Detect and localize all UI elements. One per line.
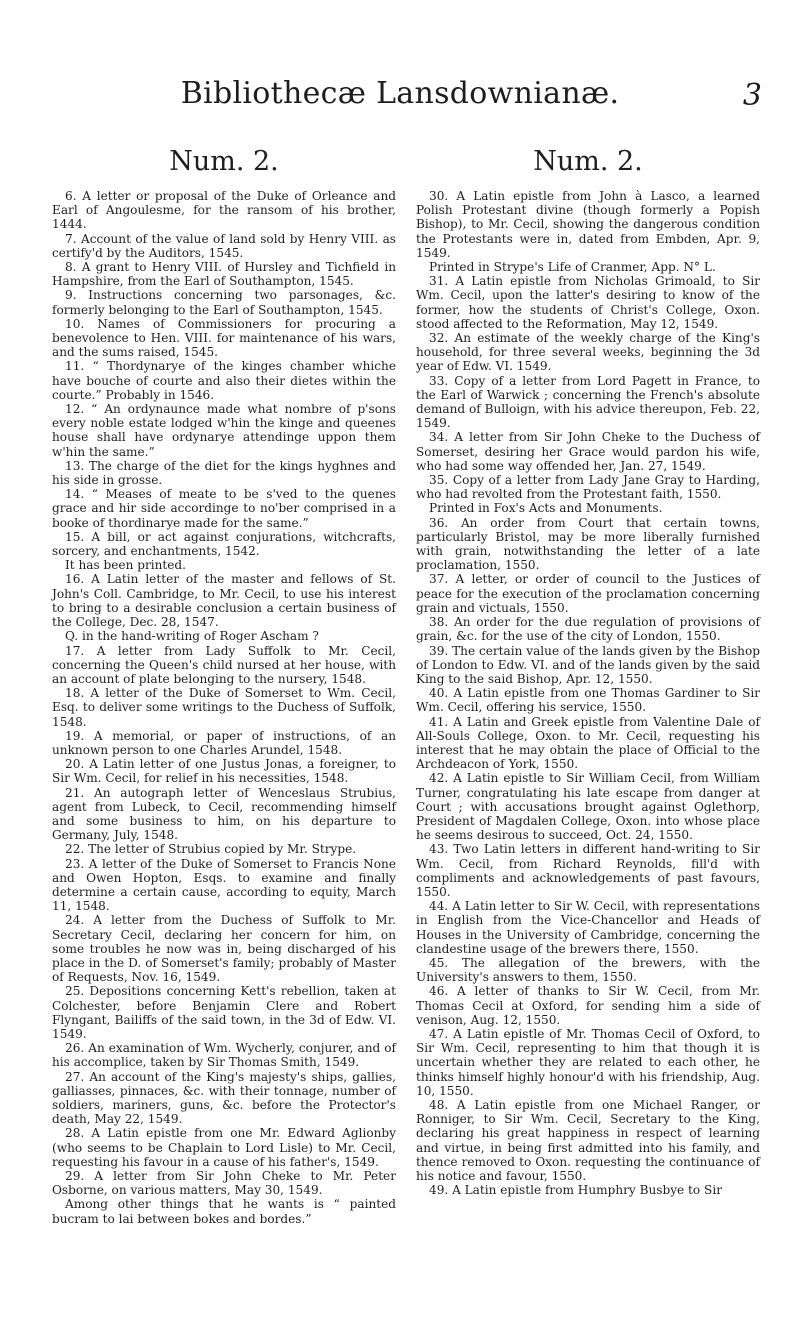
left-entry-list (52, 189, 396, 1226)
catalogue-entry: 31. A Latin epistle from Nicholas Grimoald, to Sir Wm. Cecil, upon the latter's desiring to know of the former, how the students of Christ's College, Oxon. stood affected to the Reformation, May 12, 1549. (416, 274, 760, 331)
catalogue-entry: 35. Copy of a letter from Lady Jane Gray to Harding, who had revolted from the Protestant faith, 1550. (416, 473, 760, 502)
catalogue-entry: 36. An order from Court that certain towns, particularly Bristol, may be more liberally furnished with grain, notwithstanding the letter of a late proclamation, 1550. (416, 515, 760, 573)
catalogue-entry: 13. The charge of the diet for the kings hyghnes and his side in grosse. (52, 458, 396, 488)
catalogue-entry: It has been printed. (65, 558, 187, 573)
left-column (52, 146, 396, 1226)
catalogue-entry: 27. An account of the King's majesty's ships, gallies, galliasses, pinnaces, &c. with their tonnage, number of soldiers, mariners, guns, &c. before the Protector's death, May 22, 1549. (52, 1069, 396, 1127)
catalogue-entry: 37. A letter, or order of council to the Justices of peace for the execution of the proclamation concerning grain and victuals, 1550. (416, 572, 760, 615)
catalogue-entry: 19. A memorial, or paper of instructions, of an unknown person to one Charles Arundel, 1548. (52, 728, 396, 757)
catalogue-entry: 23. A letter of the Duke of Somerset to Francis None and Owen Hopton, Esqs. to examine and finally determine a certain cause, according to equity, March 11, 1548. (52, 856, 396, 914)
catalogue-entry: 25. Depositions concerning Kett's rebellion, taken at Colchester, before Benjamin Clere and Robert Flyngant, Bailiffs of the said town, in the 3d of Edw. VI. 1549. (52, 984, 396, 1041)
catalogue-entry: 39. The certain value of the lands given by the Bishop of London to Edw. VI. and of the lands given by the said King to the said Bishop, Apr. 12, 1550. (416, 643, 760, 686)
catalogue-entry: 32. An estimate of the weekly charge of the King's household, for three several weeks, beginning the 3d year of Edw. VI. 1549. (416, 331, 760, 374)
catalogue-entry: 8. A grant to Henry VIII. of Hursley and Tichfield in Hampshire, from the Earl of Southampton, 1545. (52, 260, 396, 289)
catalogue-entry: Q. in the hand-writing of Roger Ascham ? (65, 629, 319, 644)
catalogue-entry: 42. A Latin epistle to Sir William Cecil, from William Turner, congratulating his late escape from danger at Court ; with accusations brought against Oglethorp, President of Magdalen College, Oxon. into whose place he seems desirous to succeed, Oct. 24, 1550. (416, 771, 760, 843)
catalogue-entry: 44. A Latin letter to Sir W. Cecil, with representations in English from the Vice-Chancellor and Heads of Houses in the University of Cambridge, concerning the clandestine usage of the brewers there, 1550. (416, 899, 760, 956)
catalogue-entry: Among other things that he wants is “ painted bucram to lai between bokes and bordes.” (52, 1197, 396, 1226)
page-number: 3 (742, 78, 762, 113)
running-head: Bibliothecæ Lansdownianæ. (180, 76, 620, 111)
catalogue-entry: 15. A bill, or act against conjurations, witchcrafts, sorcery, and enchantments, 1542. (52, 529, 396, 559)
catalogue-entry: 46. A letter of thanks to Sir W. Cecil, from Mr. Thomas Cecil at Oxford, for sending him a side of venison, Aug. 12, 1550. (416, 984, 760, 1027)
catalogue-entry: 7. Account of the value of land sold by Henry VIII. as certify'd by the Auditors, 1545. (52, 231, 396, 260)
two-column-body (52, 146, 760, 1226)
right-entry-list (416, 189, 760, 1197)
catalogue-entry: 38. An order for the due regulation of provisions of grain, &c. for the use of the city of London, 1550. (416, 615, 760, 644)
catalogue-entry: 16. A Latin letter of the master and fellows of St. John's Coll. Cambridge, to Mr. Cecil, to use his interest to bring to a desirable conclusion a certain business of the College, Dec. 28, 1547. (52, 572, 396, 630)
catalogue-entry: 24. A letter from the Duchess of Suffolk to Mr. Secretary Cecil, declaring her concern for him, on some troubles he now was in, being discharged of his place in the D. of Somerset's family; probably of Master of Requests, Nov. 16, 1549. (52, 913, 396, 985)
catalogue-entry: 14. “ Meases of meate to be s'ved to the quenes grace and hir side accordinge to no'ber comprised in a booke of thordinarye made for the same.” (52, 487, 396, 530)
catalogue-entry: 22. The letter of Strubius copied by Mr. Strype. (65, 842, 357, 857)
right-column (416, 146, 760, 1226)
catalogue-entry: Printed in Strype's Life of Cranmer, App. N° L. (429, 260, 716, 275)
catalogue-entry: 47. A Latin epistle of Mr. Thomas Cecil of Oxford, to Sir Wm. Cecil, representing to him that though it is uncertain whether they are related to each other, he thinks himself highly honour'd with his friendship, Aug. 10, 1550. (416, 1026, 760, 1098)
catalogue-entry: 33. Copy of a letter from Lord Pagett in France, to the Earl of Warwick ; concerning the French's absolute demand of Bulloign, with his advice thereupon, Feb. 22, 1549. (416, 373, 760, 431)
catalogue-entry: 34. A letter from Sir John Cheke to the Duchess of Somerset, desiring her Grace would pardon his wife, who had some way offended her, Jan. 27, 1549. (416, 430, 760, 473)
catalogue-entry: 40. A Latin epistle from one Thomas Gardiner to Sir Wm. Cecil, offering his service, 1550. (416, 686, 760, 715)
catalogue-entry: 49. A Latin epistle from Humphry Busbye to Sir (429, 1183, 722, 1198)
catalogue-entry: 9. Instructions concerning two parsonages, &c. formerly belonging to the Earl of Southampton, 1545. (52, 288, 396, 317)
catalogue-entry: 21. An autograph letter of Wenceslaus Strubius, agent from Lubeck, to Cecil, recommending himself and some business to him, on his departure to Germany, July, 1548. (52, 785, 396, 843)
catalogue-entry: 10. Names of Commissioners for procuring a benevolence to Hen. VIII. for maintenance of his wars, and the sums raised, 1545. (52, 316, 396, 360)
catalogue-entry: 30. A Latin epistle from John à Lasco, a learned Polish Protestant divine (though formerly a Popish Bishop), to Mr. Cecil, showing the dangerous condition the Protestants were in, dated from Embden, Apr. 9, 1549. (416, 189, 760, 260)
right-column-heading: Num. 2. (533, 146, 643, 177)
catalogue-entry: 29. A letter from Sir John Cheke to Mr. Peter Osborne, on various matters, May 30, 1549. (52, 1169, 396, 1198)
catalogue-entry: 26. An examination of Wm. Wycherly, conjurer, and of his accomplice, taken by Sir Thomas Smith, 1549. (52, 1041, 396, 1070)
catalogue-entry: 11. “ Thordynarye of the kinges chamber whiche have bouche of courte and also their dietes within the courte.” Probably in 1546. (52, 359, 396, 402)
catalogue-entry: 43. Two Latin letters in different hand-writing to Sir Wm. Cecil, from Richard Reynolds, fill'd with compliments and acknowledgements of past favours, 1550. (416, 842, 760, 899)
catalogue-entry: 12. “ An ordynaunce made what nombre of p'sons every noble estate lodged w'hin the kinge and queenes house shall have ordynarye attendinge uppon them w'hin the same.” (52, 402, 396, 459)
catalogue-entry: 20. A Latin letter of one Justus Jonas, a foreigner, to Sir Wm. Cecil, for relief in his necessities, 1548. (52, 757, 396, 786)
catalogue-entry: 45. The allegation of the brewers, with the University's answers to them, 1550. (416, 955, 760, 985)
left-column-heading: Num. 2. (169, 146, 279, 177)
catalogue-entry: 41. A Latin and Greek epistle from Valentine Dale of All-Souls College, Oxon. to Mr. Cecil, requesting his interest that he may obtain the place of Official to the Archdeacon of York, 1550. (416, 714, 760, 772)
catalogue-entry: 48. A Latin epistle from one Michael Ranger, or Ronniger, to Sir Wm. Cecil, Secretary to the King, declaring his great happiness in respect of learning and virtue, in being first admitted into his family, and thence removed to Oxon. requesting the continuance of his notice and favour, 1550. (416, 1098, 760, 1184)
catalogue-entry: 6. A letter or proposal of the Duke of Orleance and Earl of Angoulesme, for the ransom of his brother, 1444. (52, 189, 396, 232)
catalogue-entry: 18. A letter of the Duke of Somerset to Wm. Cecil, Esq. to deliver some writings to the Duchess of Suffolk, 1548. (52, 686, 396, 729)
catalogue-entry: 28. A Latin epistle from one Mr. Edward Aglionby (who seems to be Chaplain to Lord Lisle) to Mr. Cecil, requesting his favour in a cause of his father's, 1549. (52, 1126, 396, 1169)
catalogue-entry: Printed in Fox's Acts and Monuments. (429, 501, 663, 516)
catalogue-entry: 17. A letter from Lady Suffolk to Mr. Cecil, concerning the Queen's child nursed at her house, with an account of plate belonging to the nursery, 1548. (52, 643, 396, 686)
